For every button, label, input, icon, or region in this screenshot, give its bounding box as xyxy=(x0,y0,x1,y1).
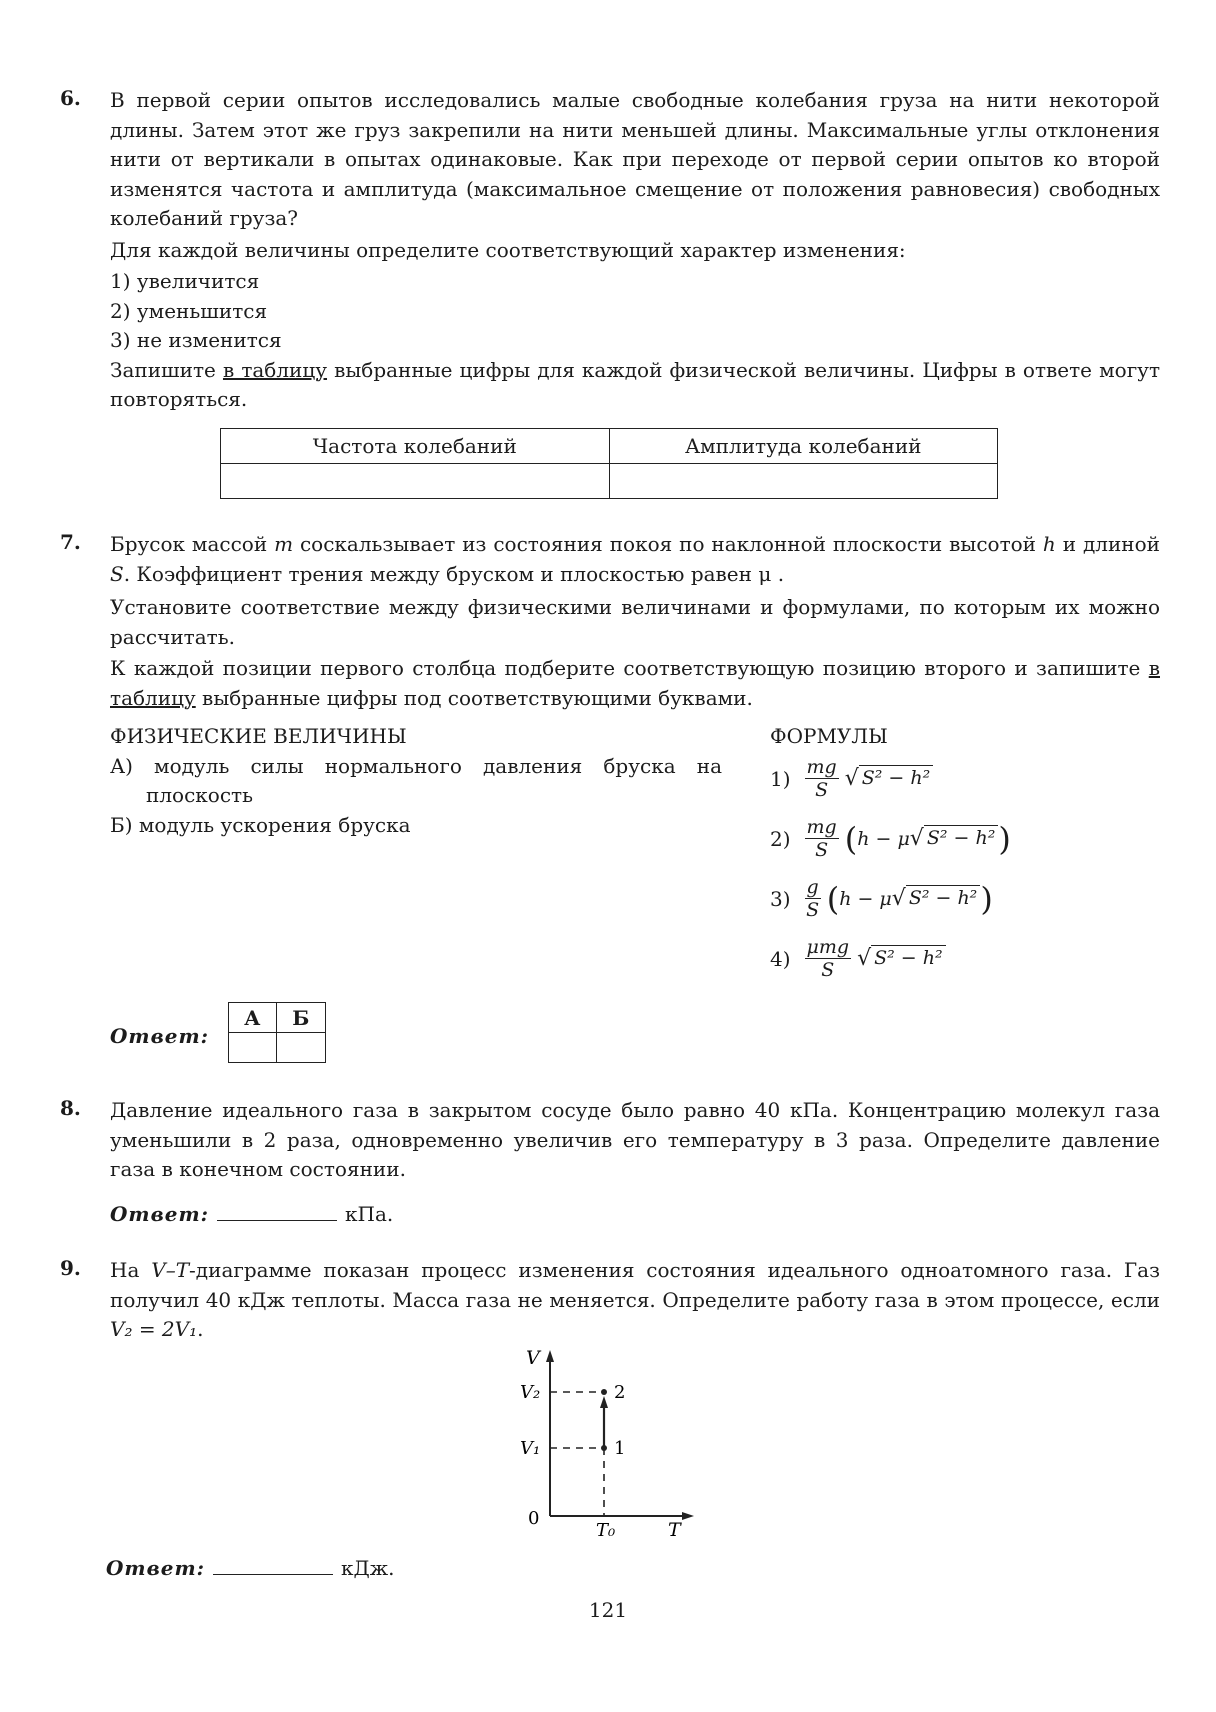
problem-text: Брусок массой m соскальзывает из состояния покоя по наклонной плоскости высотой h и длиной S. Коэффициент трения между бруском и плоскостью равен μ . xyxy=(110,532,1160,586)
v-axis-label: V xyxy=(526,1347,540,1369)
answer-grid xyxy=(228,1002,326,1063)
process-arrow-icon xyxy=(600,1396,608,1408)
quantities-header: ФИЗИЧЕСКИЕ ВЕЛИЧИНЫ xyxy=(110,724,407,748)
formula-4: 4) $\frac{\text{μmg}}{S}$ √ S² − h² xyxy=(770,936,946,981)
answer-cell-a[interactable] xyxy=(229,1033,277,1063)
answer-cell-frequency[interactable] xyxy=(221,464,610,499)
problem-number: 7. xyxy=(60,530,81,554)
answer-col-b: Б xyxy=(276,1003,325,1033)
formula-3: 3) $\frac{g}{S}$ ( h − μ √ S² − h² ) xyxy=(770,876,993,921)
answer-cell-amplitude[interactable] xyxy=(609,464,998,499)
vt-diagram xyxy=(510,1346,700,1538)
answer-blank[interactable] xyxy=(213,1554,333,1575)
answer-cell-b[interactable] xyxy=(276,1033,325,1063)
quantity-b: Б) модуль ускорения бруска xyxy=(110,813,411,837)
problem-9 xyxy=(60,1256,1160,1347)
quantity-a-line2: плоскость xyxy=(146,783,253,807)
problem-number: 8. xyxy=(60,1096,81,1120)
table-header-amplitude: Амплитуда колебаний xyxy=(609,429,998,464)
instruction-text: Установите соответствие между физическими величинами и формулами, по которым их можно рассчитать. xyxy=(110,595,1160,649)
problem-text: Давление идеального газа в закрытом сосуде было равно 40 кПа. Концентрацию молекул газа уменьшили в 2 раза, одновременно увеличив его температуру в 3 раза. Определите давление газа в конечном состоянии. xyxy=(110,1098,1160,1181)
v2-label: V₂ xyxy=(520,1382,541,1403)
problem-text: В первой серии опытов исследовались малые свободные колебания груза на нити некоторой длины. Затем этот же груз закрепили на нити меньшей длины. Максимальные углы отклонения нити от вертикали в опытах одинаковые. Как при переходе от первой серии опытов ко второй изменятся частота и амплитуда (максимальное смещение от положения равновесия) свободных колебаний груза? xyxy=(110,88,1160,230)
problem-8 xyxy=(60,1096,1160,1187)
instruction-text: К каждой позиции первого столбца подберите соответствующую позицию второго и запишите в таблицу выбранные цифры под соответствующими буквами. xyxy=(110,656,1160,710)
answer-label-7: Ответ: xyxy=(110,1024,209,1048)
problem-text: На V–T-диаграмме показан процесс изменения состояния идеального одноатомного газа. Газ получил 40 кДж теплоты. Масса газа не меняется. Определите работу газа в этом процессе, если V₂ = 2V₁. xyxy=(110,1258,1160,1341)
instruction-text: Для каждой величины определите соответствующий характер изменения: xyxy=(110,237,906,262)
option-1: 1) увеличится xyxy=(110,269,260,293)
option-2: 2) уменьшится xyxy=(110,298,268,323)
formula-2: 2) $\frac{mg}{S}$ ( h − μ √ S² − h² ) xyxy=(770,816,1011,861)
v-axis-arrow-icon xyxy=(546,1350,554,1362)
t0-label: T₀ xyxy=(596,1520,616,1538)
state-point-1 xyxy=(601,1445,607,1451)
point-2-label: 2 xyxy=(614,1382,626,1403)
answer-table xyxy=(220,428,998,499)
problem-number: 9. xyxy=(60,1256,81,1280)
formulas-header: ФОРМУЛЫ xyxy=(770,724,888,748)
page-number: 121 xyxy=(588,1598,628,1622)
t-axis-arrow-icon xyxy=(682,1512,694,1520)
problem-6 xyxy=(60,86,1160,417)
answer-blank[interactable] xyxy=(217,1200,337,1221)
t-axis-label: T xyxy=(668,1519,681,1538)
answer-line-8: Ответ: кПа. xyxy=(110,1202,394,1226)
state-point-2 xyxy=(601,1389,607,1395)
origin-label: 0 xyxy=(528,1508,540,1529)
quantity-a-line1: А) модуль силы нормального давления бруска на xyxy=(110,754,722,778)
problem-7 xyxy=(60,530,1160,715)
point-1-label: 1 xyxy=(614,1438,626,1459)
formula-1: 1) $\frac{mg}{S}$ √ S² − h² xyxy=(770,756,933,801)
table-header-frequency: Частота колебаний xyxy=(221,429,610,464)
answer-col-a: А xyxy=(229,1003,277,1033)
answer-line-9: Ответ: кДж. xyxy=(106,1556,395,1580)
problem-number: 6. xyxy=(60,86,81,110)
instruction-text: Запишите в таблицу выбранные цифры для каждой физической величины. Цифры в ответе могут повторяться. xyxy=(110,357,1161,411)
option-3: 3) не изменится xyxy=(110,328,282,352)
v1-label: V₁ xyxy=(520,1438,541,1459)
